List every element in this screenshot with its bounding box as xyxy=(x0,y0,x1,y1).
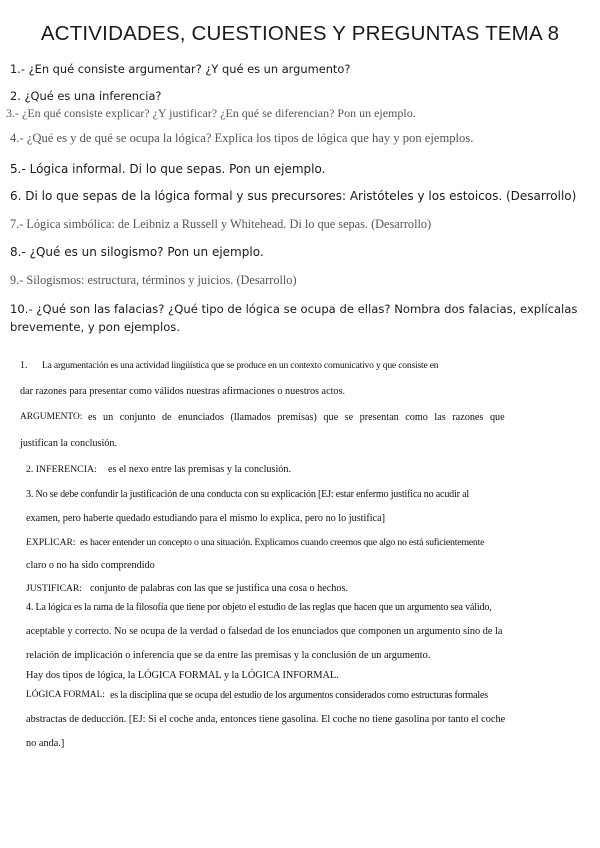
argumento-label: ARGUMENTO: xyxy=(20,412,83,422)
logica-formal-label: LÓGICA FORMAL: xyxy=(26,690,105,700)
answer-3-line1: 3. No se debe confundir la justificación de una conducta con su explicación [EJ: estar enfermo justifica no acudir al xyxy=(26,489,469,500)
logica-formal-line3: no anda.] xyxy=(26,738,65,749)
answer-1-number: 1. xyxy=(20,360,28,371)
answer-4-line3: relación de implicación o inferencia que se da entre las premisas y la conclusión de un argumento. xyxy=(26,650,431,661)
question-8: 8.- ¿Qué es un silogismo? Pon un ejemplo. xyxy=(10,245,264,259)
logica-formal-line2: abstractas de deducción. [EJ: Si el coche anda, entonces tiene gasolina. El coche no tiene gasolina por tanto el coche xyxy=(26,714,506,725)
question-9: 9.- Silogismos: estructura, términos y juicios. (Desarrollo) xyxy=(10,273,297,287)
question-5: 5.- Lógica informal. Di lo que sepas. Pon un ejemplo. xyxy=(10,162,326,176)
question-4: 4.- ¿Qué es y de qué se ocupa la lógica? Explica los tipos de lógica que hay y pon ejemplos. xyxy=(10,131,474,145)
question-7: 7.- Lógica simbólica: de Leibniz a Russell y Whitehead. Di lo que sepas. (Desarrollo) xyxy=(10,217,432,231)
logica-formal-text: es la disciplina que se ocupa del estudio de los argumentos considerados como estructuras formales xyxy=(110,690,488,701)
question-10: 10.- ¿Qué son las falacias? ¿Qué tipo de lógica se ocupa de ellas? Nombra dos falacias, explícalas brevemente, y pon ejemplos. xyxy=(10,302,578,334)
answer-3-line2: examen, pero haberte quedado estudiando para el mismo lo explica, pero no lo justifica] xyxy=(26,513,385,524)
explicar-line2: claro o no ha sido comprendido xyxy=(26,560,155,571)
page-title: ACTIVIDADES, CUESTIONES Y PREGUNTAS TEMA 8 xyxy=(40,22,560,45)
argumento-text: es un conjunto de enunciados (llamados premisas) que se presentan como las razones que xyxy=(88,412,505,423)
answer-4-line4: Hay dos tipos de lógica, la LÓGICA FORMAL y la LÓGICA INFORMAL. xyxy=(26,670,339,681)
inferencia-text: es el nexo entre las premisas y la conclusión. xyxy=(108,464,292,475)
inferencia-label: 2. INFERENCIA: xyxy=(26,464,97,475)
question-6: 6. Di lo que sepas de la lógica formal y sus precursores: Aristóteles y los estoicos. (Desarrollo) xyxy=(10,189,577,203)
question-1: 1.- ¿En qué consiste argumentar? ¿Y qué es un argumento? xyxy=(10,62,351,76)
answer-4-line2: aceptable y correcto. No se ocupa de la verdad o falsedad de los enunciados que componen un argumento sino de la xyxy=(26,626,503,637)
question-2: 2. ¿Qué es una inferencia? xyxy=(10,89,162,103)
justificar-text: conjunto de palabras con las que se justifica una cosa o hechos. xyxy=(90,583,349,594)
question-3: 3.- ¿En qué consiste explicar? ¿Y justificar? ¿En qué se diferencian? Pon un ejemplo. xyxy=(6,106,416,120)
argumento-line2: justifican la conclusión. xyxy=(20,438,118,449)
answer-1-line2: dar razones para presentar como válidos nuestras afirmaciones o nuestros actos. xyxy=(20,386,346,397)
justificar-label: JUSTIFICAR: xyxy=(26,583,82,594)
answer-4-line1: 4. La lógica es la rama de la filosofía que tiene por objeto el estudio de las reglas que hacen que un argumento sea válido, xyxy=(26,602,492,613)
explicar-text: es hacer entender un concepto o una situación. Explicamos cuando creemos que algo no está suficientemente xyxy=(80,537,485,548)
answer-1-line1: La argumentación es una actividad lingüística que se produce en un contexto comunicativo y que consiste en xyxy=(42,360,439,371)
explicar-label: EXPLICAR: xyxy=(26,537,76,548)
